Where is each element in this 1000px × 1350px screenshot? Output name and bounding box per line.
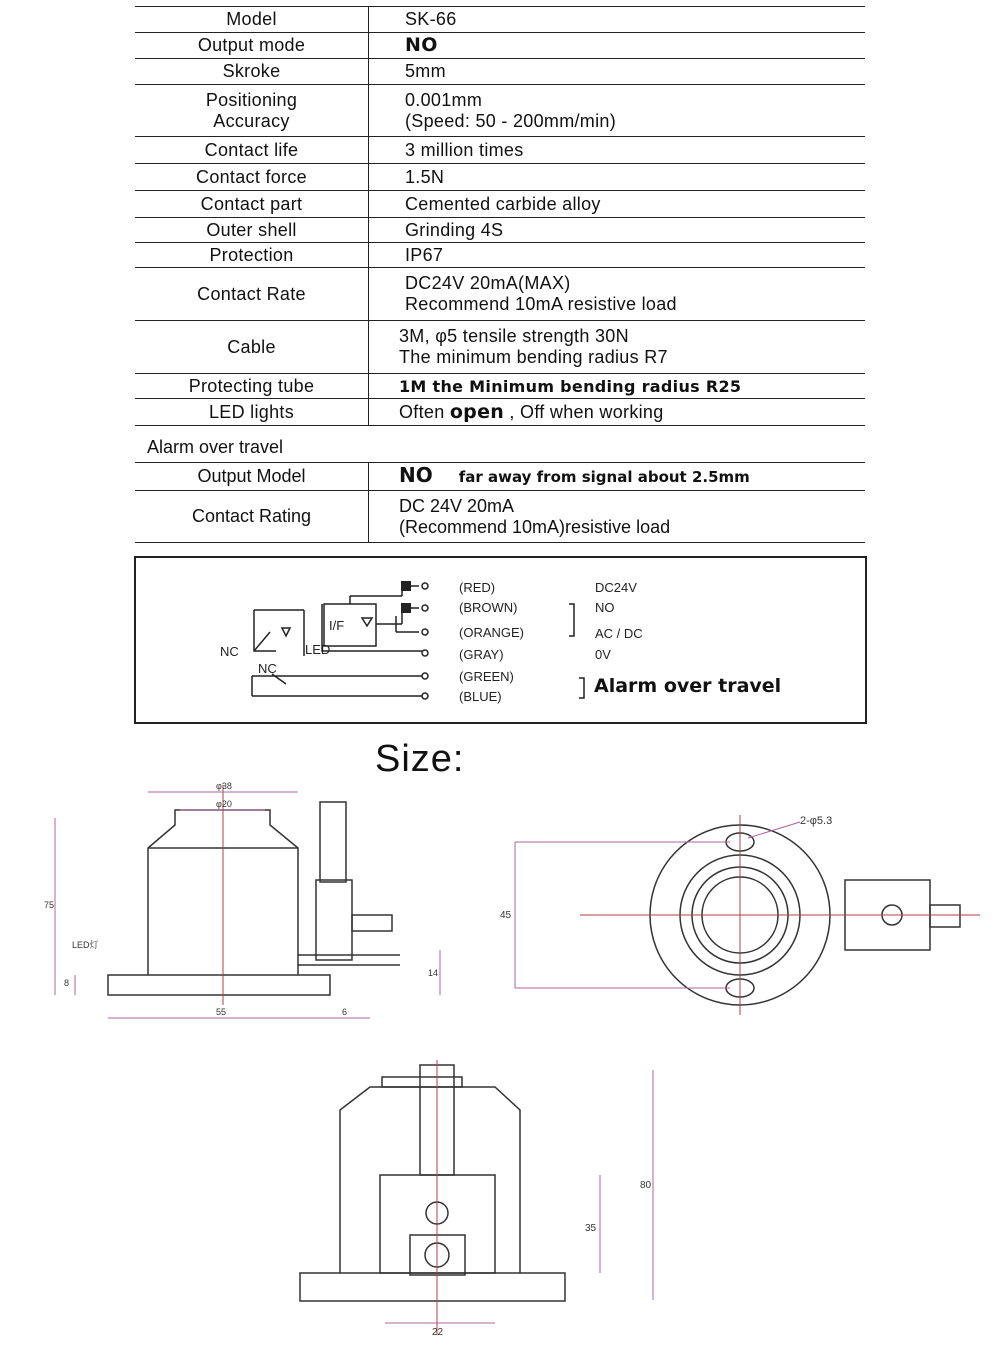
led-label: LED — [305, 642, 331, 657]
front-view-drawing — [290, 1055, 690, 1345]
top-cap — [382, 1077, 462, 1087]
wire-function: AC / DC — [595, 626, 643, 641]
spec-label: Contact part — [135, 191, 369, 218]
connector-box — [316, 880, 352, 960]
base-plate — [300, 1273, 565, 1301]
spec-label-line: Positioning — [205, 89, 298, 110]
spec-value-line: (Speed: 50 - 200mm/min) — [405, 110, 616, 131]
spec-value — [369, 463, 866, 491]
terminal-block — [401, 581, 411, 591]
dim-label: 22 — [432, 1327, 444, 1338]
terminal — [422, 693, 428, 699]
spec-value — [369, 321, 866, 374]
alarm-heading: Alarm over travel — [147, 437, 284, 457]
alarm-table — [135, 462, 865, 543]
spec-label: Outer shell — [135, 218, 369, 243]
terminal — [422, 673, 428, 679]
spec-label: Output Model — [135, 463, 369, 491]
dim-label: 55 — [216, 1007, 227, 1017]
spec-label: Protecting tube — [135, 374, 369, 399]
spec-label: LED lights — [135, 399, 369, 426]
dim-label: 14 — [428, 968, 439, 978]
wire-function: NO — [595, 600, 615, 615]
spec-label: Cable — [135, 321, 369, 374]
dim-label: 8 — [64, 978, 70, 988]
output-desc: far away from signal about 2.5mm — [458, 468, 750, 486]
leader-line — [748, 822, 800, 838]
side-view-drawing — [40, 780, 460, 1030]
dim-label: 75 — [44, 900, 55, 910]
nc-label: NC — [258, 661, 277, 676]
base-plate — [108, 975, 330, 995]
spec-value — [369, 491, 866, 543]
dim-label: φ38 — [216, 781, 232, 791]
spec-value: 5mm — [369, 59, 866, 85]
if-label: I/F — [329, 618, 345, 633]
bracket — [579, 678, 584, 698]
nc-label: NC — [220, 644, 239, 659]
spec-value: Grinding 4S — [369, 218, 866, 243]
wire-label: (GREEN) — [459, 669, 514, 684]
spec-value: SK-66 — [369, 7, 866, 33]
terminal — [422, 605, 428, 611]
spec-value-line: The minimum bending radius R7 — [399, 347, 668, 367]
wire-label: (BLUE) — [459, 689, 502, 704]
wire-label: (RED) — [459, 580, 496, 595]
spec-value: 1M the Minimum bending radius R25 — [369, 374, 866, 399]
terminal — [422, 583, 428, 589]
wire-function: DC24V — [595, 580, 637, 595]
output-no: NO — [399, 463, 433, 487]
spec-label — [135, 85, 369, 137]
led-symbol — [282, 628, 290, 636]
wire-label: (GRAY) — [459, 647, 504, 662]
dim-label: 2-φ5.3 — [800, 815, 833, 827]
spec-value-part: , Off when working — [504, 401, 664, 422]
led-symbol — [362, 618, 372, 626]
connector-plug — [352, 915, 392, 931]
spec-label: Contact Rating — [135, 491, 369, 543]
spec-value: 1.5N — [369, 164, 866, 191]
terminal-block — [401, 603, 411, 613]
dim-label: 80 — [640, 1180, 652, 1191]
spec-label: Contact life — [135, 137, 369, 164]
nc-switch — [254, 632, 270, 651]
connector-plug — [930, 905, 960, 927]
spec-label: Contact force — [135, 164, 369, 191]
size-title: Size: — [375, 738, 465, 780]
spec-label: Output mode — [135, 33, 369, 59]
dim-label: 35 — [585, 1223, 597, 1234]
spec-value: 3 million times — [369, 137, 866, 164]
spec-table — [135, 6, 865, 426]
spec-label: Protection — [135, 243, 369, 268]
wire-function: 0V — [595, 647, 611, 662]
spec-value — [369, 268, 866, 321]
spec-value-line: (Recommend 10mA)resistive load — [399, 516, 671, 537]
spec-value-line: Recommend 10mA resistive load — [405, 294, 677, 314]
spec-value-bold: open — [449, 400, 505, 423]
wire-label: (ORANGE) — [459, 625, 524, 640]
top-view-drawing — [480, 800, 1000, 1030]
spec-label: Model — [135, 7, 369, 33]
terminal — [422, 650, 428, 656]
spec-label-line: Accuracy — [213, 110, 290, 131]
spec-value: NO — [369, 33, 866, 59]
spec-value-line: 3M, φ5 tensile strength 30N — [399, 326, 629, 346]
bracket — [569, 604, 574, 636]
spec-value-line: DC 24V 20mA — [399, 495, 515, 516]
cable-tube — [320, 802, 346, 882]
dim-label: φ20 — [216, 799, 232, 809]
spec-value-part: Often — [399, 401, 450, 422]
spec-value — [369, 399, 866, 426]
spec-value: Cemented carbide alloy — [369, 191, 866, 218]
spec-value — [369, 85, 866, 137]
dim-label: 6 — [342, 1007, 348, 1017]
spec-label: Contact Rate — [135, 268, 369, 321]
spec-value-line: DC24V 20mA(MAX) — [405, 273, 571, 293]
wiring-diagram — [134, 556, 867, 724]
led-callout: LED灯 — [72, 940, 99, 950]
spec-value-line: 0.001mm — [405, 89, 483, 110]
circuit-wire — [254, 610, 276, 651]
terminal — [422, 629, 428, 635]
wire-label: (BROWN) — [459, 600, 518, 615]
spec-value: IP67 — [369, 243, 866, 268]
dim-label: 45 — [500, 910, 512, 921]
spec-label: Skroke — [135, 59, 369, 85]
alarm-over-travel-label: Alarm over travel — [594, 675, 782, 697]
